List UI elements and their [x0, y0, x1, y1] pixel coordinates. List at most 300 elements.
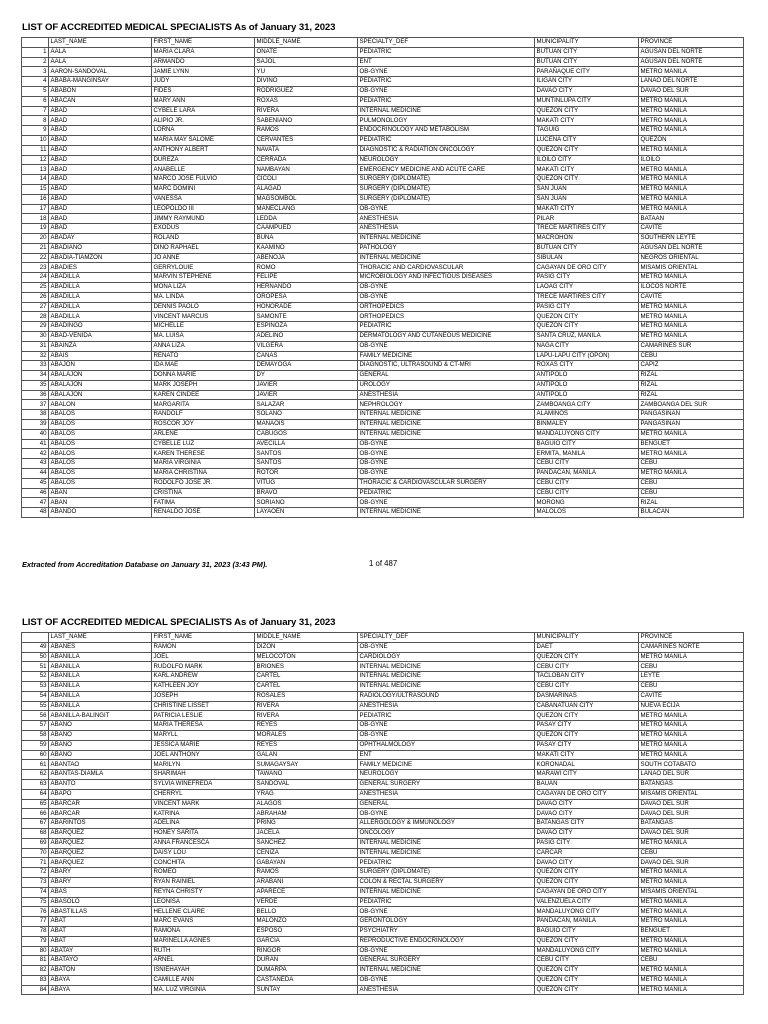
row-index: 37 — [22, 400, 49, 410]
last-name-cell: ABASTILLAS — [49, 907, 152, 917]
first-name-cell: MA. LINDA — [152, 292, 255, 302]
municipality-cell: QUEZON CITY — [535, 877, 639, 887]
table-row — [22, 819, 744, 829]
last-name-cell: ABAT — [49, 926, 152, 936]
first-name-cell: JUDY — [152, 77, 255, 87]
table-row — [22, 877, 744, 887]
last-name-cell: ABALOS — [49, 478, 152, 488]
municipality-cell: ANTIPOLO — [535, 390, 639, 400]
municipality-cell: DAVAO CITY — [535, 828, 639, 838]
first-name-cell: REYNA CHRISTY — [152, 887, 255, 897]
province-cell: AGUSAN DEL NORTE — [639, 57, 744, 67]
column-header-municipality: MUNICIPALITY — [535, 38, 639, 48]
specialty-cell: PEDIATRIC — [358, 488, 535, 498]
column-header-middle-name: MIDDLE_NAME — [255, 633, 358, 643]
municipality-cell: CEBU CITY — [535, 478, 639, 488]
row-index: 72 — [22, 868, 49, 878]
specialty-cell: INTERNAL MEDICINE — [358, 233, 535, 243]
row-index: 7 — [22, 106, 49, 116]
first-name-cell: CAMILLE ANN — [152, 975, 255, 985]
table-row — [22, 966, 744, 976]
middle-name-cell: DEMAYOGA — [255, 361, 358, 371]
row-index: 46 — [22, 488, 49, 498]
column-header-last-name: LAST_NAME — [49, 38, 152, 48]
middle-name-cell: RIVERA — [255, 711, 358, 721]
municipality-cell: DAET — [535, 642, 639, 652]
specialty-cell: INTERNAL MEDICINE — [358, 429, 535, 439]
middle-name-cell: LAYAOEN — [255, 508, 358, 518]
last-name-cell: ABARQUEZ — [49, 838, 152, 848]
middle-name-cell: NAVATA — [255, 145, 358, 155]
first-name-cell: ARLENE — [152, 429, 255, 439]
table-row — [22, 730, 744, 740]
province-cell: CAVITE — [639, 224, 744, 234]
municipality-cell: BAUAN — [535, 779, 639, 789]
middle-name-cell: SABENIANO — [255, 116, 358, 126]
last-name-cell: ABARQUEZ — [49, 828, 152, 838]
municipality-cell: MAKATI CITY — [535, 165, 639, 175]
row-index: 78 — [22, 926, 49, 936]
first-name-cell: MARVIN STEPHENE — [152, 273, 255, 283]
province-cell: CEBU — [639, 478, 744, 488]
specialty-cell: INTERNAL MEDICINE — [358, 662, 535, 672]
row-index: 81 — [22, 956, 49, 966]
last-name-cell: ABARQUEZ — [49, 858, 152, 868]
row-index: 22 — [22, 253, 49, 263]
row-index: 53 — [22, 681, 49, 691]
row-index: 29 — [22, 322, 49, 332]
row-index: 82 — [22, 966, 49, 976]
last-name-cell: ABAD — [49, 126, 152, 136]
municipality-cell: MACROHON — [535, 233, 639, 243]
table-row — [22, 956, 744, 966]
province-cell: METRO MANILA — [639, 175, 744, 185]
first-name-cell: HELLENE CLAIRE — [152, 907, 255, 917]
page-indicator: 1 of 487 — [369, 559, 398, 568]
middle-name-cell: CASTAÑEDA — [255, 975, 358, 985]
municipality-cell: QUEZON CITY — [535, 711, 639, 721]
municipality-cell: QUEZON CITY — [535, 975, 639, 985]
last-name-cell: ABALOS — [49, 429, 152, 439]
middle-name-cell: RAMOS — [255, 126, 358, 136]
table-body — [22, 642, 744, 995]
specialty-cell: PEDIATRIC — [358, 96, 535, 106]
middle-name-cell: MORALES — [255, 730, 358, 740]
first-name-cell: KAREN CINDEE — [152, 390, 255, 400]
municipality-cell: DASMARINAS — [535, 691, 639, 701]
province-cell: PANGASINAN — [639, 420, 744, 430]
province-cell: METRO MANILA — [639, 302, 744, 312]
first-name-cell: MA. LUISA — [152, 331, 255, 341]
last-name-cell: ABAÑO — [49, 750, 152, 760]
table-row — [22, 155, 744, 165]
municipality-cell: TACLOBAN CITY — [535, 672, 639, 682]
middle-name-cell: SALAZAR — [255, 400, 358, 410]
province-cell: SOUTH COTABATO — [639, 760, 744, 770]
table-row — [22, 858, 744, 868]
table-row — [22, 351, 744, 361]
specialty-cell: FAMILY MEDICINE — [358, 760, 535, 770]
first-name-cell: MARGARITA — [152, 400, 255, 410]
first-name-cell: MONA LIZA — [152, 282, 255, 292]
middle-name-cell: SANDOVAL — [255, 779, 358, 789]
middle-name-cell: GABAYAN — [255, 858, 358, 868]
row-index: 19 — [22, 224, 49, 234]
first-name-cell: HONEY SARITA — [152, 828, 255, 838]
province-cell: QUEZON — [639, 135, 744, 145]
municipality-cell: BATANGAS CITY — [535, 819, 639, 829]
first-name-cell: MICHELLE — [152, 322, 255, 332]
municipality-cell: BUTUAN CITY — [535, 243, 639, 253]
middle-name-cell: RIVERA — [255, 701, 358, 711]
middle-name-cell: DURAN — [255, 956, 358, 966]
specialty-cell: COLON & RECTAL SURGERY — [358, 877, 535, 887]
middle-name-cell: DIZON — [255, 642, 358, 652]
table-row — [22, 868, 744, 878]
table-row — [22, 779, 744, 789]
specialists-table — [21, 632, 744, 995]
specialty-cell: OB-GYNE — [358, 341, 535, 351]
table-row — [22, 652, 744, 662]
specialty-cell: GERONTOLOGY — [358, 917, 535, 927]
last-name-cell: ABAÑO — [49, 740, 152, 750]
table-row — [22, 789, 744, 799]
row-index: 69 — [22, 838, 49, 848]
last-name-cell: ABAD — [49, 204, 152, 214]
row-index: 62 — [22, 770, 49, 780]
specialty-cell: SURGERY (DIPLOMATE) — [358, 194, 535, 204]
row-index: 5 — [22, 86, 49, 96]
middle-name-cell: CARTEL — [255, 681, 358, 691]
municipality-cell: NAGA CITY — [535, 341, 639, 351]
municipality-cell: QUEZON CITY — [535, 322, 639, 332]
specialty-cell: FAMILY MEDICINE — [358, 351, 535, 361]
province-cell: METRO MANILA — [639, 106, 744, 116]
specialty-cell: PEDIATRIC — [358, 77, 535, 87]
table-row — [22, 380, 744, 390]
municipality-cell: CABANATUAN CITY — [535, 701, 639, 711]
table-row — [22, 145, 744, 155]
municipality-cell: PASAY CITY — [535, 740, 639, 750]
table-row — [22, 848, 744, 858]
middle-name-cell: RIVERA — [255, 106, 358, 116]
first-name-cell: MA. LUZ VIRGINIA — [152, 985, 255, 995]
municipality-cell: QUEZON CITY — [535, 312, 639, 322]
table-row — [22, 439, 744, 449]
municipality-cell: QUEZON CITY — [535, 106, 639, 116]
province-cell: DAVAO DEL SUR — [639, 809, 744, 819]
first-name-cell: ARMANDO — [152, 57, 255, 67]
municipality-cell: LAPU-LAPU CITY (OPON) — [535, 351, 639, 361]
specialty-cell: PEDIATRIC — [358, 711, 535, 721]
row-index: 11 — [22, 145, 49, 155]
first-name-cell: RAMONA — [152, 926, 255, 936]
middle-name-cell: ARABANI — [255, 877, 358, 887]
specialty-cell: DIAGNOSTIC & RADIATION ONCOLOGY — [358, 145, 535, 155]
last-name-cell: ABAINZA — [49, 341, 152, 351]
table-body — [22, 47, 744, 517]
specialty-cell: OB-GYNE — [358, 204, 535, 214]
specialty-cell: INTERNAL MEDICINE — [358, 848, 535, 858]
table-row — [22, 985, 744, 995]
row-index: 4 — [22, 77, 49, 87]
first-name-cell: MARIA THERESA — [152, 721, 255, 731]
province-cell: RIZAL — [639, 371, 744, 381]
last-name-cell: ABANTAS-DIAMLA — [49, 770, 152, 780]
specialty-cell: INTERNAL MEDICINE — [358, 253, 535, 263]
middle-name-cell: APARECE — [255, 887, 358, 897]
row-index: 61 — [22, 760, 49, 770]
middle-name-cell: SANTOS — [255, 459, 358, 469]
province-cell: BATANGAS — [639, 819, 744, 829]
specialty-cell: ANESTHESIA — [358, 985, 535, 995]
province-cell: LANAO DEL SUR — [639, 770, 744, 780]
municipality-cell: TRECE MARTIRES CITY — [535, 292, 639, 302]
province-cell: METRO MANILA — [639, 273, 744, 283]
last-name-cell: ABALAJON — [49, 380, 152, 390]
municipality-cell: MAKATI CITY — [535, 204, 639, 214]
table-row — [22, 907, 744, 917]
municipality-cell: QUEZON CITY — [535, 175, 639, 185]
middle-name-cell: ROMO — [255, 263, 358, 273]
row-index: 40 — [22, 429, 49, 439]
table-row — [22, 508, 744, 518]
middle-name-cell: CICOLI — [255, 175, 358, 185]
middle-name-cell: VERDE — [255, 897, 358, 907]
specialty-cell: ANESTHESIA — [358, 701, 535, 711]
municipality-cell: CEBU CITY — [535, 681, 639, 691]
province-cell: BENGUET — [639, 926, 744, 936]
first-name-cell: MARILYN — [152, 760, 255, 770]
first-name-cell: RAMON — [152, 642, 255, 652]
last-name-cell: ABARCAR — [49, 799, 152, 809]
province-cell: BATAAN — [639, 214, 744, 224]
row-index: 79 — [22, 936, 49, 946]
province-cell: METRO MANILA — [639, 194, 744, 204]
province-cell: METRO MANILA — [639, 721, 744, 731]
row-index: 45 — [22, 478, 49, 488]
table-row — [22, 498, 744, 508]
middle-name-cell: JAVIER — [255, 390, 358, 400]
specialty-cell: PULMONOLOGY — [358, 116, 535, 126]
row-index: 74 — [22, 887, 49, 897]
first-name-cell: FATIMA — [152, 498, 255, 508]
row-index: 65 — [22, 799, 49, 809]
table-row — [22, 47, 744, 57]
last-name-cell: ABANILLA — [49, 701, 152, 711]
middle-name-cell: MALONZO — [255, 917, 358, 927]
table-row — [22, 341, 744, 351]
municipality-cell: CAGAYAN DE ORO CITY — [535, 263, 639, 273]
row-index: 28 — [22, 312, 49, 322]
first-name-cell: SHARIMAH — [152, 770, 255, 780]
province-cell: DAVAO DEL SUR — [639, 86, 744, 96]
province-cell: METRO MANILA — [639, 740, 744, 750]
last-name-cell: ABAYA — [49, 985, 152, 995]
province-cell: CAVITE — [639, 691, 744, 701]
table-row — [22, 96, 744, 106]
first-name-cell: SYLVIA WINEFREDA — [152, 779, 255, 789]
last-name-cell: ABAD — [49, 184, 152, 194]
table-row — [22, 400, 744, 410]
municipality-cell: PASIG CITY — [535, 273, 639, 283]
table-row — [22, 642, 744, 652]
municipality-cell: QUEZON CITY — [535, 936, 639, 946]
municipality-cell: ERMITA, MANILA — [535, 449, 639, 459]
middle-name-cell: CARTEL — [255, 672, 358, 682]
municipality-cell: CEBU CITY — [535, 488, 639, 498]
last-name-cell: ABAS — [49, 887, 152, 897]
last-name-cell: ABARY — [49, 868, 152, 878]
last-name-cell: ABAD — [49, 155, 152, 165]
municipality-cell: PANDACAN, MANILA — [535, 469, 639, 479]
row-index: 70 — [22, 848, 49, 858]
last-name-cell: ABADILLA — [49, 282, 152, 292]
first-name-cell: MARIA MAY SALOME — [152, 135, 255, 145]
row-index: 83 — [22, 975, 49, 985]
row-index: 66 — [22, 809, 49, 819]
first-name-cell: DENNIS PAOLO — [152, 302, 255, 312]
province-cell: METRO MANILA — [639, 429, 744, 439]
first-name-cell: CONCHITA — [152, 858, 255, 868]
row-index: 34 — [22, 371, 49, 381]
middle-name-cell: MANAOIS — [255, 420, 358, 430]
last-name-cell: ABANDO — [49, 508, 152, 518]
row-index: 76 — [22, 907, 49, 917]
last-name-cell: ABALAJON — [49, 390, 152, 400]
middle-name-cell: SAMONTE — [255, 312, 358, 322]
table-row — [22, 194, 744, 204]
middle-name-cell: SORIANO — [255, 498, 358, 508]
table-row — [22, 302, 744, 312]
last-name-cell: ABAD — [49, 135, 152, 145]
last-name-cell: ABATAY — [49, 946, 152, 956]
province-cell: METRO MANILA — [639, 96, 744, 106]
municipality-cell: CEBU CITY — [535, 459, 639, 469]
row-index: 67 — [22, 819, 49, 829]
province-cell: BULACAN — [639, 508, 744, 518]
middle-name-cell: ALAGOS — [255, 799, 358, 809]
municipality-cell: PANDACAN, MANILA — [535, 917, 639, 927]
municipality-cell: CEBU CITY — [535, 662, 639, 672]
row-index: 23 — [22, 263, 49, 273]
province-cell: METRO MANILA — [639, 165, 744, 175]
province-cell: METRO MANILA — [639, 67, 744, 77]
row-index: 31 — [22, 341, 49, 351]
municipality-cell: VALENZUELA CITY — [535, 897, 639, 907]
municipality-cell: BUTUAN CITY — [535, 57, 639, 67]
specialty-cell: ORTHOPEDICS — [358, 312, 535, 322]
province-cell: METRO MANILA — [639, 331, 744, 341]
last-name-cell: ABADINGO — [49, 322, 152, 332]
table-row — [22, 106, 744, 116]
province-cell: METRO MANILA — [639, 985, 744, 995]
province-cell: METRO MANILA — [639, 750, 744, 760]
first-name-cell: RUTH — [152, 946, 255, 956]
last-name-cell: AARON-SANDOVAL — [49, 67, 152, 77]
row-index: 75 — [22, 897, 49, 907]
row-index: 47 — [22, 498, 49, 508]
table-row — [22, 390, 744, 400]
province-cell: CEBU — [639, 488, 744, 498]
specialty-cell: OB-GYNE — [358, 449, 535, 459]
municipality-cell: PARAÑAQUE CITY — [535, 67, 639, 77]
province-cell: BENGUET — [639, 439, 744, 449]
province-cell: DAVAO DEL SUR — [639, 799, 744, 809]
specialty-cell: PSYCHIATRY — [358, 926, 535, 936]
table-row — [22, 322, 744, 332]
specialty-cell: SURGERY (DIPLOMATE) — [358, 175, 535, 185]
last-name-cell: ABAD — [49, 165, 152, 175]
middle-name-cell: MAGSOMBOL — [255, 194, 358, 204]
first-name-cell: CYBELE LARA — [152, 106, 255, 116]
middle-name-cell: CAÑAS — [255, 351, 358, 361]
province-cell: METRO MANILA — [639, 907, 744, 917]
table-row — [22, 469, 744, 479]
municipality-cell: ANTIPOLO — [535, 371, 639, 381]
table-row — [22, 77, 744, 87]
row-index: 10 — [22, 135, 49, 145]
last-name-cell: ABAD — [49, 116, 152, 126]
first-name-cell: MARIA CHRISTINA — [152, 469, 255, 479]
table-row — [22, 681, 744, 691]
first-name-cell: ANNA LIZA — [152, 341, 255, 351]
table-row — [22, 459, 744, 469]
municipality-cell: QUEZON CITY — [535, 652, 639, 662]
row-index: 26 — [22, 292, 49, 302]
municipality-cell: MORONG — [535, 498, 639, 508]
middle-name-cell: DIVINO — [255, 77, 358, 87]
table-row — [22, 926, 744, 936]
last-name-cell: ABANES — [49, 642, 152, 652]
first-name-cell: DONNA MARIE — [152, 371, 255, 381]
specialty-cell: OB-GYNE — [358, 721, 535, 731]
specialty-cell: NEUROLOGY — [358, 770, 535, 780]
last-name-cell: ABAÑO — [49, 730, 152, 740]
middle-name-cell: BUNA — [255, 233, 358, 243]
middle-name-cell: TAWANO — [255, 770, 358, 780]
province-cell: CEBU — [639, 681, 744, 691]
last-name-cell: ABANILLA — [49, 672, 152, 682]
specialty-cell: OB-GYNE — [358, 642, 535, 652]
table-row — [22, 253, 744, 263]
province-cell: METRO MANILA — [639, 145, 744, 155]
province-cell: METRO MANILA — [639, 652, 744, 662]
first-name-cell: LEONISA — [152, 897, 255, 907]
municipality-cell: SAN JUAN — [535, 194, 639, 204]
municipality-cell: PILAR — [535, 214, 639, 224]
municipality-cell: PASAY CITY — [535, 721, 639, 731]
table-row — [22, 292, 744, 302]
first-name-cell: CHRISTINE LISSET — [152, 701, 255, 711]
specialty-cell: GENERAL — [358, 371, 535, 381]
row-index: 84 — [22, 985, 49, 995]
province-cell: DAVAO DEL SUR — [639, 828, 744, 838]
row-index: 36 — [22, 390, 49, 400]
specialty-cell: INTERNAL MEDICINE — [358, 508, 535, 518]
row-index: 27 — [22, 302, 49, 312]
province-cell: LANAO DEL NORTE — [639, 77, 744, 87]
province-cell: ILOCOS NORTE — [639, 282, 744, 292]
municipality-cell: TAGUIG — [535, 126, 639, 136]
row-index: 44 — [22, 469, 49, 479]
specialists-table — [21, 37, 744, 518]
first-name-cell: MARK JOSEPH — [152, 380, 255, 390]
first-name-cell: JOSEPH — [152, 691, 255, 701]
specialty-cell: OPHTHALMOLOGY — [358, 740, 535, 750]
middle-name-cell: GALAN — [255, 750, 358, 760]
row-index: 6 — [22, 96, 49, 106]
